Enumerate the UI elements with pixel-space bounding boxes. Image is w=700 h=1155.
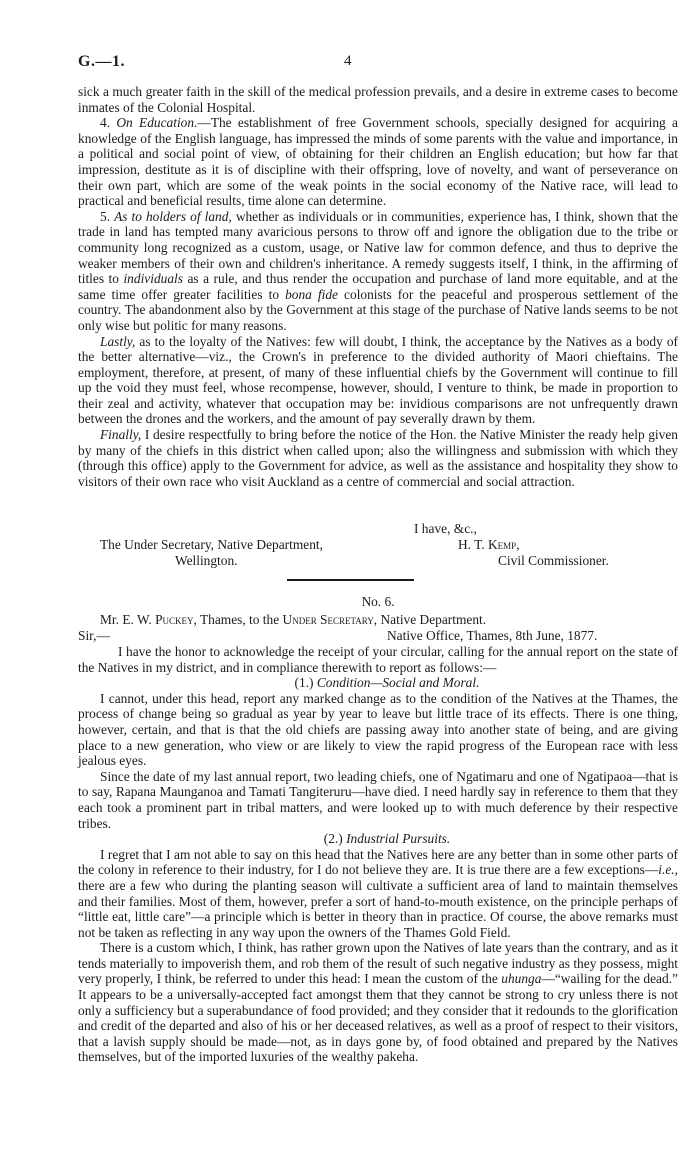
heading-text: Native Department. [377,612,487,627]
paragraph-text: there are a few who during the planting season will cultivate a sufficient area of land to maintain themselves and their families. Most of them, however, prefer a sort of hand-to-mouth existence, on the principle perhaps of “little eat, little care”—a principle which is better in theory than in practice. Of course, the above remarks must not be taken as reflecting in any way upon the owners of the Thames Gold Field. [78,877,678,940]
paragraph-chiefs: Since the date of my last annual report, two leading chiefs, one of Ngatimaru and one of Ngatipaoa—that is to say, Rapana Maunganoa and Tamati Tangiteruru—have died. I need hardly say in reference to them that they each took a prominent part in tribal matters, and were looked up to with much deference by their respective tribes. [78,768,678,831]
paragraph-number: 5. [100,208,111,224]
paragraph-label: On Education. [116,115,198,131]
signer-surname: Kemp, [488,537,520,552]
paragraph-text: colonists for the peaceful and prosperous settlement of the country. The abandonment also by the Government at this stage of the purchase of Native lands seems to be not only wise but politic for many reasons. [78,286,679,333]
heading-title: Condition—Social and Moral. [316,675,480,691]
salutation-row [78,628,678,644]
paragraph-industry [78,847,678,941]
heading-number: (1.) [294,675,314,691]
paragraph-loyalty [78,334,678,428]
recipient-office: Under Secretary, [282,612,378,627]
emphasis-text: individuals [123,271,183,287]
heading-number: (2.) [323,831,343,847]
section-heading-industrial [78,831,678,847]
paragraph-text: as a rule, and thus render the occupation and purchase of land more equitable, and at the same time offer greater facilities to [78,271,679,302]
letter-2 [78,594,678,1065]
signer-title: Civil Commissioner. [498,553,609,568]
heading-text: Mr. E. W. [100,612,156,627]
letter-1-body [78,84,678,489]
paragraph-text: —“wailing for the dead.” It appears to be a universally-accepted fact amongst them that they cannot be strong to cry unless there is not only a sufficiency but a superabundance of food provided; and they consider that it redounds to the glorification and credit of the departed and also of his or her deceased relatives, as well as a proof of respect to their visitors, that a lavish supply should be made—not, as in days gone by, of food obtained and prepared by the Natives themselves, but of the imported luxuries of the wealthy pakeha. [78,971,678,1065]
signature [458,537,520,553]
paragraph-text: I desire respectfully to bring before the notice of the Hon. the Native Minister the ready help given by many of the chiefs in this district when called upon; also the willingness and submission with which they (through this office) apply to the Government for advice, as well as the assistance and hospitality they show to visitors of their own race who visit Auckland as a centre of commercial and social attraction. [78,427,678,489]
heading-title: Industrial Pursuits. [346,831,451,847]
paragraph-label: Lastly, [100,333,136,349]
paragraph-number: 4. [100,115,111,131]
paragraph-text: There is a custom which, I think, has rather grown upon the Natives of late years than the contrary, and as it tends materially to impoverish them, and rob them of the result of such negative industry as they possess, might very properly, I think, be referred to under this head: I mean the custom of the [78,940,678,987]
paragraph-education [78,115,678,209]
sender-name: Puckey, [155,612,197,627]
section-heading-condition [78,675,678,691]
addressee-line-1: The Under Secretary, Native Department, [100,537,323,552]
section-divider [287,579,414,581]
paragraph-label: Finally, [100,427,142,443]
emphasis-text: uhunga [501,971,542,987]
paragraph-medical: sick a much greater faith in the skill of the medical profession prevails, and a desire in extreme cases to become inmates of the Colonial Hospital. [78,84,678,115]
letter-number: No. 6. [361,594,395,609]
page-number: 4 [344,53,352,69]
emphasis-text: i.e., [658,862,678,878]
letter-1-closing [78,521,678,577]
closing-phrase: I have, &c., [414,521,477,536]
emphasis-text: bona fide [285,286,338,302]
paragraph-finally [78,427,678,489]
salutation: Sir,— [78,628,110,643]
paragraph-text: whether as individuals or in communities, experience has, I think, shown that the trade in land has tempted many avaricious persons to throw off and ignore the obligation due to the tribe or community long recognized as a custom, usage, or Native law for common defence, and thus to deprive the weaker members of their own and children's inheritance. A remedy suggests itself, I think, in the affirming of titles to [78,208,679,287]
paragraph-land [78,209,678,334]
signer-initials: H. T. [458,537,489,552]
paragraph-text: I regret that I am not able to say on this head that the Natives here are any better than in some other parts of the colony in reference to their industry, for I do not believe they are. It is true there are a few exceptions— [78,846,678,878]
paragraph-label: As to holders of land, [114,208,232,224]
heading-text: Thames, to the [196,612,283,627]
place-and-date: Native Office, Thames, 8th June, 1877. [387,628,598,643]
paragraph-text: —The establishment of free Government schools, specially designed for acquiring a knowledge of the English language, has impressed the minds of some parents with the value and importance, in a political and social point of view, of obtaining for their children an English education; but how far that impression, destitute as it is of discipline with their offspring, love of novelty, and want of perseverance on their own part, which are some of the weak points in the social economy of the Native race, will lead to practical and beneficial results, time alone can determine. [78,115,678,209]
document-reference: G.—1. [78,53,125,70]
paragraph-text: as to the loyalty of the Natives: few will doubt, I think, the acceptance by the Natives as a body of the better alternative—viz., the Crown's in preference to the divided authority of Maori chieftains. The employment, therefore, at present, of many of these influential chiefs by the Government will continue to fill up the void they must feel, whose recompense, however, should, I venture to think, be made in proportion to their zeal and activity, whatever that occupation may be: invidious comparisons are not unfrequently drawn between the drones and the workers, and the amount of pay severally drawn by them. [78,333,678,427]
paragraph-condition: I cannot, under this head, report any marked change as to the condition of the Natives at the Thames, the process of change being so gradual as year by year to leave but little trace of its effects. There is one thing, however, certain, and that is that the old chiefs are passing away into another state of being, and are giving place to a new generation, who view or are likely to view the rapid progress of the European race with less jealous eyes. [78,690,678,769]
paragraph-intro: I have the honor to acknowledge the receipt of your circular, calling for the annual report on the state of the Natives in my district, and in compliance therewith to report as follows:— [78,644,678,675]
paragraph-uhunga [78,940,678,1065]
letter-heading [78,612,678,628]
addressee-line-2: Wellington. [175,553,238,568]
